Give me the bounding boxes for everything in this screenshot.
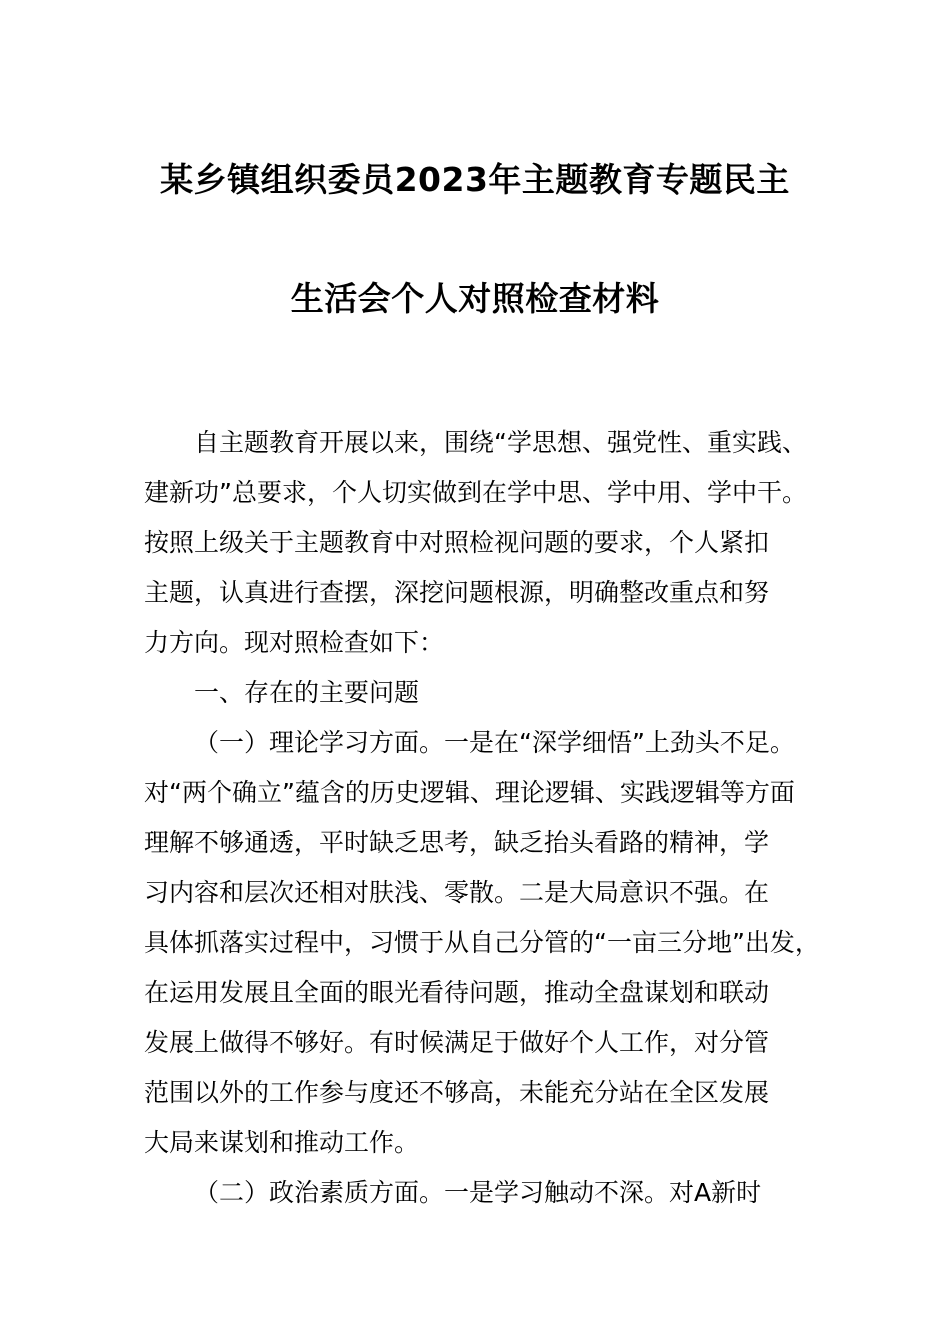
body-line: 力方向。现对照检查如下： xyxy=(144,628,445,657)
body-line: 建新功”总要求，个人切实做到在学中思、学中用、学中干。 xyxy=(144,478,807,507)
body-line: 具体抓落实过程中，习惯于从自己分管的“一亩三分地”出发， xyxy=(144,928,820,957)
body-line: 对“两个确立”蕴含的历史逻辑、理论逻辑、实践逻辑等方面 xyxy=(144,778,795,807)
body-line: 发展上做得不够好。有时候满足于做好个人工作，对分管 xyxy=(144,1028,770,1057)
body-line: 按照上级关于主题教育中对照检视问题的要求，个人紧扣 xyxy=(144,528,770,557)
body-line: 习内容和层次还相对肤浅、零散。二是大局意识不强。在 xyxy=(144,878,770,907)
body-line: 范围以外的工作参与度还不够高，未能充分站在全区发展 xyxy=(144,1078,770,1107)
body-line: 在运用发展且全面的眼光看待问题，推动全盘谋划和联动 xyxy=(144,978,770,1007)
section-heading: 一、存在的主要问题 xyxy=(194,678,420,707)
document-title-line-2: 生活会个人对照检查材料 xyxy=(290,279,660,318)
body-line: 自主题教育开展以来，围绕“学思想、强党性、重实践、 xyxy=(194,428,807,457)
body-line: 主题，认真进行查摆，深挖问题根源，明确整改重点和努 xyxy=(144,578,770,607)
subsection-line: （二）政治素质方面。一是学习触动不深。对A新时 xyxy=(194,1178,762,1207)
document-body xyxy=(144,418,828,1218)
body-line: 大局来谋划和推动工作。 xyxy=(144,1128,420,1157)
body-line: 理解不够通透，平时缺乏思考，缺乏抬头看路的精神，学 xyxy=(144,828,770,857)
subsection-line: （一）理论学习方面。一是在“深学细悟”上劲头不足。 xyxy=(194,728,795,757)
document-title-line-1: 某乡镇组织委员2023年主题教育专题民主 xyxy=(160,160,790,199)
